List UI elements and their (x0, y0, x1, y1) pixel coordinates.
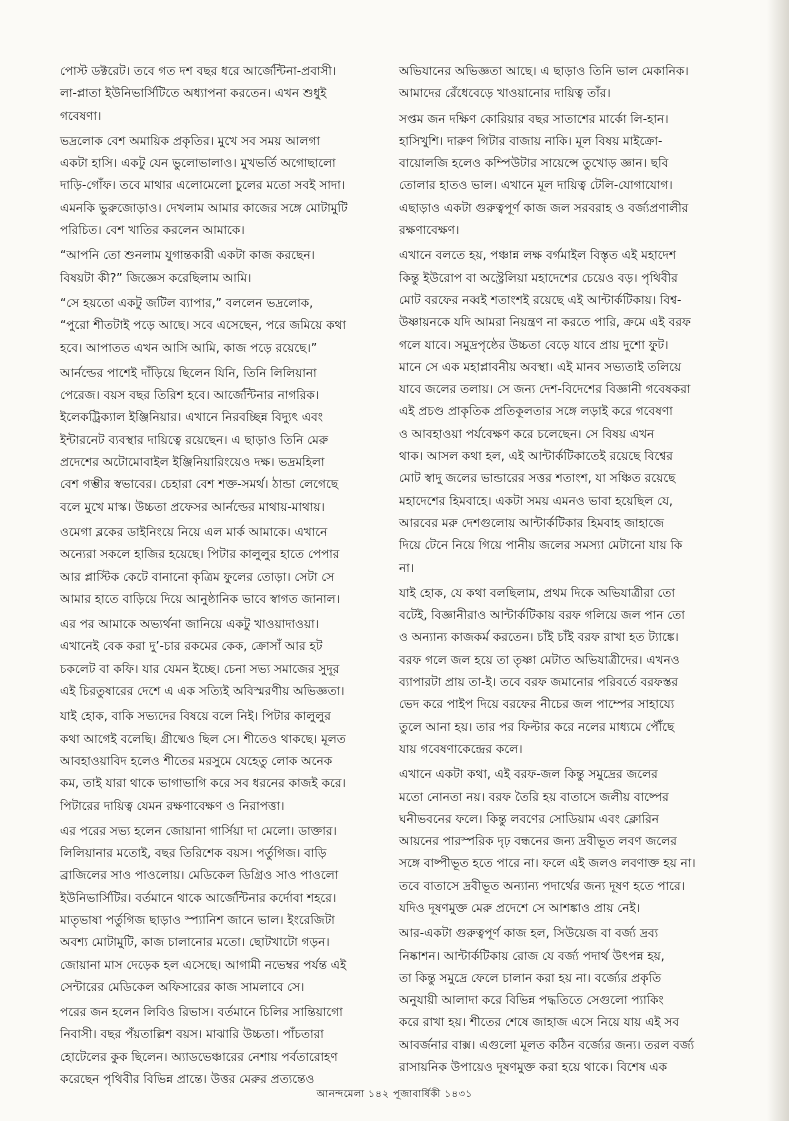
right-column (399, 60, 731, 1078)
paragraph: “আপনি তো শুনলাম যুগান্তকারী একটা কাজ করছেন। বিষয়টা কী?” জিজ্ঞেস করেছিলাম আমি। (60, 248, 315, 285)
paragraph: যাই হোক, বাকি সভ্যদের বিষয়ে বলে নিই। পিটার কালুলুর কথা আগেই বলেছি। গ্রীষ্মেও ছিল সে। শীতেও থাকছে। মূলত আবহাওয়াবিদ হলেও শীতের মরসুমে যেহেতু লোক অনেক কম, তাই যারা থাকে ভাগাভাগি করে সব ধরনের কাজই করে। পিটারের দায়িত্ব যেমন রক্ষণাবেক্ষণ ও নিরাপত্তা। (60, 709, 346, 813)
left-column (60, 60, 384, 1090)
paragraph: আর-একটা গুরুত্বপূর্ণ কাজ হল, সিউয়েজ বা বর্জ্য দ্রব্য নিষ্কাশন। আন্টার্কটিকায় রোজ যে বর্জ্য পদার্থ উৎপন্ন হয়, তা কিন্তু সমুদ্রে ফেলে চালান করা হয় না। বর্জ্যের প্রকৃতি অনুযায়ী আলাদা করে বিভিন্ন পদ্ধতিতে সেগুলো প্যাকিং করে রাখা হয়। শীতের শেষে জাহাজ এসে নিয়ে যায় এই সব আবর্জনার বাক্স। এগুলো মূলত কঠিন বর্জ্যের জন্য। তরল বর্জ্য রাসায়নিক উপায়েও দূষণমুক্ত করা হয়ে থাকে। বিশেষ এক (399, 926, 695, 1075)
paragraph: এখানে বলতে হয়, পঞ্চান্ন লক্ষ বর্গমাইল বিস্তৃত এই মহাদেশ কিন্তু ইউরোপ বা অস্ট্রেলিয়া মহাদেশের চেয়েও বড়। পৃথিবীর মোট বরফের নব্বই শতাংশই রয়েছে এই আন্টার্কটিকায়। বিশ্ব- উষ্ণায়নকে যদি আমরা নিয়ন্ত্রণ না করতে পারি, ক্রমে এই বরফ গলে যাবে। সমুদ্রপৃষ্ঠের উচ্চতা বেড়ে যাবে প্রায় দুশো ফুট। মানে সে এক মহাপ্লাবনীয় অবস্থা। এই মানব সভ্যতাই তলিয়ে যাবে জলের তলায়। সে জন্য দেশ-বিদেশের বিজ্ঞানী গবেষকরা এই প্রচণ্ড প্রাকৃতিক প্রতিকূলতার সঙ্গে লড়াই করে গবেষণা ও আবহাওয়া পর্যবেক্ষণ করে চলেছেন। সে বিষয় এখন থাক। আসল কথা হল, এই আন্টার্কটিকাতেই রয়েছে বিশ্বের মোট স্বাদু জলের ভান্ডারের সত্তর শতাংশ, যা সঞ্চিত রয়েছে মহাদেশের হিমবাহে। একটা সময় এমনও ভাবা হয়েছিল যে, আরবের মরু দেশগুলোয় আন্টার্কটিকার হিমবাহ জাহাজে দিয়ে টেনে নিয়ে গিয়ে পানীয় জলের সমস্যা মেটানো যায় কি না। (399, 248, 691, 575)
paragraph: এর পর আমাকে অভ্যর্থনা জানিয়ে একটু খাওয়াদাওয়া। এখানেই বেক করা দু’-চার রকমের কেক, ক্রোসাঁ আর হট চকলেট বা কফি। যার যেমন ইচ্ছে। চেনা সভ্য সমাজের সুদূর এই চিরতুষারের দেশে এ এক সত্যিই অবিস্মরণীয় অভিজ্ঞতা। (60, 617, 345, 699)
paragraph: সপ্তম জন দক্ষিণ কোরিয়ার বছর সাতাশের মার্কো লি-হান। হাসিখুশি। দারুণ গিটার বাজায় নাকি। মূল বিষয় মাইক্রো- বায়োলজি হলেও কম্পিউটার সায়েন্সে তুখোড় জ্ঞান। ছবি তোলার হাতও ভাল। এখানে মূল দায়িত্ব টেলি-যোগাযোগ। এছাড়াও একটা গুরুত্বপূর্ণ কাজ জল সরবরাহ ও বর্জ্যপ্রণালীর রক্ষণাবেক্ষণ। (399, 111, 689, 238)
paragraph: “সে হয়তো একটু জটিল ব্যাপার,” বললেন ভদ্রলোক, “পুরো শীতটাই পড়ে আছে। সবে এসেছেন, পরে জমিয়ে কথা হবে। আপাতত এখন আসি আমি, কাজ পড়ে রয়েছে।” (60, 295, 347, 355)
paragraph: ওমেগা ব্লকের ডাইনিংয়ে নিয়ে এল মার্ক আমাকে। এখানে অন্যেরা সকলে হাজির হয়েছে। পিটার কালুলুর হাতে পেপার আর প্লাস্টিক কেটে বানানো কৃত্রিম ফুলের তোড়া। সেটা সে আমার হাতে বাড়িয়ে দিয়ে আনুষ্ঠানিক ভাবে স্বাগত জানাল। (60, 524, 341, 606)
paragraph: এর পরের সভ্য হলেন জোয়ানা গার্সিয়া দা মেলো। ডাক্তার। লিলিয়ানার মতোই, বছর তিরিশেক বয়স। পর্তুগিজ। বাড়ি ব্রাজিলের সাও পাওলোয়। মেডিকেল ডিগ্রিও সাও পাওলো ইউনিভার্সিটির। বর্তমানে থাকে আর্জেন্টিনার কর্দোবা শহরে। মাতৃভাষা পর্তুগিজ ছাড়াও স্প্যানিশ জানে ভাল। ইংরেজিটা অবশ্য মোটামুটি, কাজ চালানোর মতো। ছোটখাটো গড়ন। জোয়ানা মাস দেড়েক হল এসেছে। আগামী নভেম্বর পর্যন্ত এই সেন্টারের মেডিকেল অফিসারের কাজ সামলাবে সে। (60, 823, 347, 994)
paragraph: পরের জন হলেন লিবিও রিভাস। বর্তমানে চিলির সান্তিয়াগো নিবাসী। বছর পঁয়তাল্লিশ বয়স। মাঝারি উচ্চতা। পাঁচতারা হোটেলের কুক ছিলেন। অ্যাডভেঞ্চারের নেশায় পর্বতারোহণ করেছেন পৃথিবীর বিভিন্ন প্রান্তে। উত্তর মেরুর প্রত্যন্তেও (60, 1005, 343, 1087)
paragraph: এখানে একটা কথা, এই বরফ-জল কিন্তু সমুদ্রের জলের মতো নোনতা নয়। বরফ তৈরি হয় বাতাসে জলীয় বাষ্পের ঘনীভবনের ফলে। কিন্তু লবণের সোডিয়াম এবং ক্লোরিন আয়নের পারস্পরিক দৃঢ় বন্ধনের জন্য দ্রবীভূত লবণ জলের সঙ্গে বাষ্পীভূত হতে পারে না। ফলে এই জলও লবণাক্ত হয় না। তবে বাতাসে দ্রবীভূত অন্যান্য পদার্থের জন্য দূষণ হতে পারে। যদিও দূষণমুক্ত মেরু প্রদেশে সে আশঙ্কাও প্রায় নেই। (399, 767, 696, 915)
paragraph: যাই হোক, যে কথা বলছিলাম, প্রথম দিকে অভিযাত্রীরা তো বটেই, বিজ্ঞানীরাও আন্টার্কটিকায় বরফ গলিয়ে জল পান তো ও অন্যান্য কাজকর্ম করতেন। চাঁই চাঁই বরফ রাখা হত ট্যাঙ্কে। বরফ গলে জল হয়ে তা তৃষ্ণা মেটাত অভিযাত্রীদের। এখনও ব্যাপারটা প্রায় তা-ই। তবে বরফ জমানোর পরিবর্তে বরফস্তর ভেদ করে পাইপ দিয়ে বরফের নীচের জল পাম্পের সাহায্যে তুলে আনা হয়। তার পর ফিল্টার করে নলের মাধ্যমে পৌঁছে যায় গবেষণাকেন্দ্রের কলে। (399, 585, 685, 756)
paragraph: পোস্ট ডক্টরেট। তবে গত দশ বছর ধরে আর্জেন্টিনা-প্রবাসী। লা-প্লাতা ইউনিভার্সিটিতে অধ্যাপনা করতেন। এখন শুধুই গবেষণা। (60, 64, 337, 123)
page-binding-shadow (767, 0, 789, 1121)
paragraph: আর্নল্ডের পাশেই দাঁড়িয়ে ছিলেন যিনি, তিনি লিলিয়ানা পেরেজ। বয়স বছর তিরিশ হবে। আর্জেন্টিনার নাগরিক। ইলেকট্রিক্যাল ইঞ্জিনিয়ার। এখানে নিরবচ্ছিন্ন বিদ্যুৎ এবং ইন্টারনেট ব্যবস্থার দায়িত্বে রয়েছেন। এ ছাড়াও তিনি মেরু প্রদেশের অটোমোবাইল ইঞ্জিনিয়ারিংয়েও দক্ষ। ভদ্রমহিলা বেশ গম্ভীর স্বভাবের। চেহারা বেশ শক্ত-সমর্থ। ঠান্ডা লেগেছে বলে মুখে মাস্ক। উচ্চতা প্রফেসর আর্নল্ডের মাথায়-মাথায়। (60, 365, 339, 514)
paragraph: অভিযানের অভিজ্ঞতা আছে। এ ছাড়াও তিনি ভাল মেকানিক। আমাদের রেঁধেবেড়ে খাওয়ানোর দায়িত্ব তাঁর। (399, 64, 689, 101)
page-footer: আনন্দমেলা ১৪২ পূজাবার্ষিকী ১৪৩১ (316, 1089, 473, 1100)
paragraph: ভদ্রলোক বেশ অমায়িক প্রকৃতির। মুখে সব সময় আলগা একটা হাসি। একটু যেন ভুলোভালাও। মুখভর্তি অগোছালো দাড়ি-গোঁফ। তবে মাথার এলোমেলো চুলের মতো সবই সাদা। এমনকি ভুরুজোড়াও। দেখলাম আমার কাজের সঙ্গে মোটামুটি পরিচিত। বেশ খাতির করলেন আমাকে। (60, 133, 348, 238)
